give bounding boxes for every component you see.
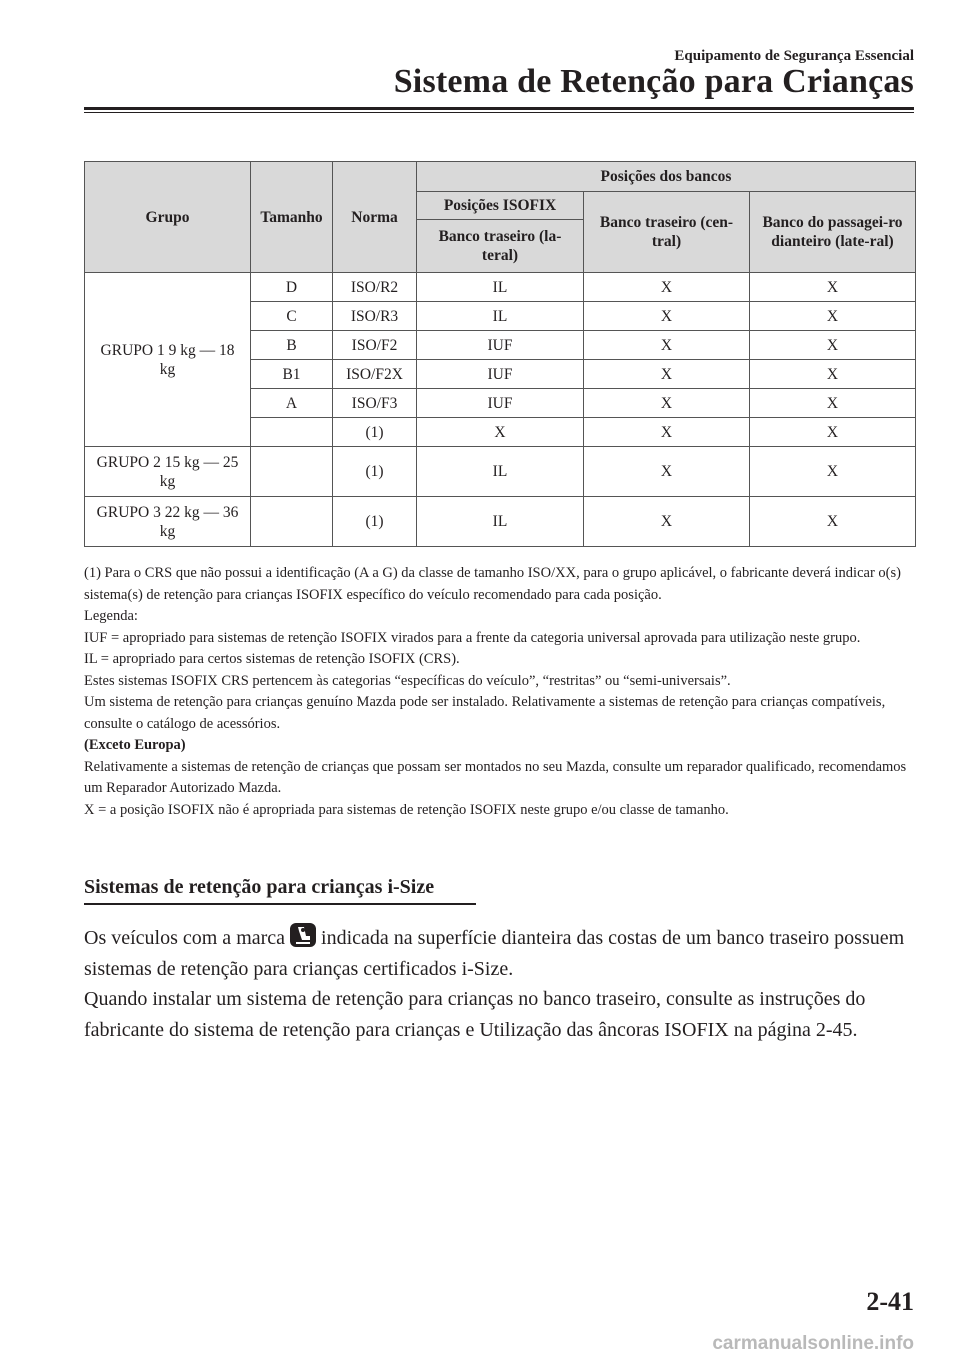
cell-tamanho	[251, 418, 333, 447]
header-posicoes-bancos: Posições dos bancos	[417, 162, 916, 192]
note-x: X = a posição ISOFIX não é apropriada para sistemas de retenção ISOFIX neste grupo e/ou classe de tamanho.	[84, 801, 729, 818]
table-notes	[84, 563, 924, 821]
section-title: Sistemas de retenção para crianças i-Size	[84, 876, 435, 898]
header-norma: Norma	[333, 162, 417, 273]
note-il: IL = apropriado para certos sistemas de retenção ISOFIX (CRS).	[84, 651, 460, 667]
note-categories: Estes sistemas ISOFIX CRS pertencem às categorias “específicas do veículo”, “restritas” ou “semi-universais”.	[84, 672, 731, 689]
cell-passageiro: X	[750, 273, 916, 302]
cell-norma: ISO/R3	[333, 302, 417, 331]
header-banco-traseiro-lateral: Banco traseiro (la-teral)	[417, 220, 584, 273]
cell-norma: ISO/R2	[333, 273, 417, 302]
cell-passageiro: X	[750, 418, 916, 447]
cell-passageiro: X	[750, 389, 916, 418]
cell-lateral: IL	[417, 273, 584, 302]
cell-norma: ISO/F2X	[333, 360, 417, 389]
group1-label: GRUPO 1 9 kg ― 18 kg	[85, 273, 251, 447]
cell-norma: (1)	[333, 447, 417, 497]
cell-central: X	[584, 447, 750, 497]
cell-tamanho	[251, 447, 333, 497]
cell-central: X	[584, 273, 750, 302]
cell-passageiro: X	[750, 302, 916, 331]
cell-lateral: IL	[417, 497, 584, 547]
note-iuf: IUF = apropriado para sistemas de retenção ISOFIX virados para a frente da categoria universal aprovada para utilização neste grupo.	[84, 629, 861, 646]
isofix-table	[84, 161, 916, 547]
cell-tamanho: B1	[251, 360, 333, 389]
watermark: carmanualsonline.info	[712, 1333, 914, 1354]
cell-central: X	[584, 389, 750, 418]
header-posicoes-isofix: Posições ISOFIX	[417, 192, 584, 220]
cell-tamanho: C	[251, 302, 333, 331]
table-row	[85, 497, 916, 547]
i-size-seat-icon	[289, 922, 317, 948]
note-except-europe: (Exceto Europa)	[84, 737, 186, 753]
group2-label: GRUPO 2 15 kg ― 25 kg	[85, 447, 251, 497]
cell-passageiro: X	[750, 360, 916, 389]
header-title: Sistema de Retenção para Crianças	[393, 63, 914, 100]
cell-central: X	[584, 331, 750, 360]
cell-passageiro: X	[750, 497, 916, 547]
cell-central: X	[584, 418, 750, 447]
paragraph-install: Quando instalar um sistema de retenção para crianças no banco traseiro, consulte as instruções do fabricante do sistema de retenção para crianças e Utilização das âncoras ISOFIX na página 2-45.	[84, 988, 866, 1041]
header-subtitle: Equipamento de Segurança Essencial	[674, 48, 914, 64]
paragraph-isize-mark	[84, 922, 924, 984]
cell-central: X	[584, 360, 750, 389]
page-number: 2-41	[866, 1287, 914, 1316]
cell-norma: (1)	[333, 497, 417, 547]
table-row	[85, 273, 916, 302]
cell-lateral: IUF	[417, 360, 584, 389]
cell-passageiro: X	[750, 331, 916, 360]
cell-passageiro: X	[750, 447, 916, 497]
note-mazda: Um sistema de retenção para crianças genuíno Mazda pode ser instalado. Relativamente a sistemas de retenção para crianças compatíveis, consulte o catálogo de acessórios.	[84, 694, 886, 732]
cell-central: X	[584, 497, 750, 547]
cell-norma: ISO/F3	[333, 389, 417, 418]
note-legend: Legenda:	[84, 608, 138, 624]
section-title-underline	[84, 903, 476, 905]
header-tamanho: Tamanho	[251, 162, 333, 273]
header-rule	[84, 107, 914, 110]
cell-lateral: IL	[417, 447, 584, 497]
cell-tamanho: B	[251, 331, 333, 360]
note-dealer: Relativamente a sistemas de retenção de crianças que possam ser montados no seu Mazda, consulte um reparador qualificado, recomendamos um Reparador Autorizado Mazda.	[84, 758, 907, 796]
header-banco-passageiro: Banco do passagei-ro dianteiro (late-ral)	[750, 192, 916, 273]
cell-tamanho: A	[251, 389, 333, 418]
header-banco-traseiro-central: Banco traseiro (cen-tral)	[584, 192, 750, 273]
header-grupo: Grupo	[85, 162, 251, 273]
note-1: (1) Para o CRS que não possui a identificação (A a G) da classe de tamanho ISO/XX, para o grupo aplicável, o fabricante deverá indicar o(s) sistema(s) de retenção para crianças ISOFIX específico do veículo recomendado para cada posição.	[84, 565, 901, 603]
table-row	[85, 447, 916, 497]
group3-label: GRUPO 3 22 kg ― 36 kg	[85, 497, 251, 547]
cell-lateral: IUF	[417, 331, 584, 360]
cell-norma: (1)	[333, 418, 417, 447]
header-rule-thin	[84, 112, 914, 113]
cell-central: X	[584, 302, 750, 331]
paragraph-isize-start: Os veículos com a marca	[84, 927, 286, 949]
section-body	[84, 922, 924, 1045]
cell-norma: ISO/F2	[333, 331, 417, 360]
cell-tamanho	[251, 497, 333, 547]
paragraph-isize-end: indicada na superfície dianteira das costas de um banco traseiro possuem sistemas de retenção para crianças certificados i-Size.	[84, 927, 905, 980]
cell-lateral: IUF	[417, 389, 584, 418]
cell-lateral: IL	[417, 302, 584, 331]
cell-tamanho: D	[251, 273, 333, 302]
cell-lateral: X	[417, 418, 584, 447]
